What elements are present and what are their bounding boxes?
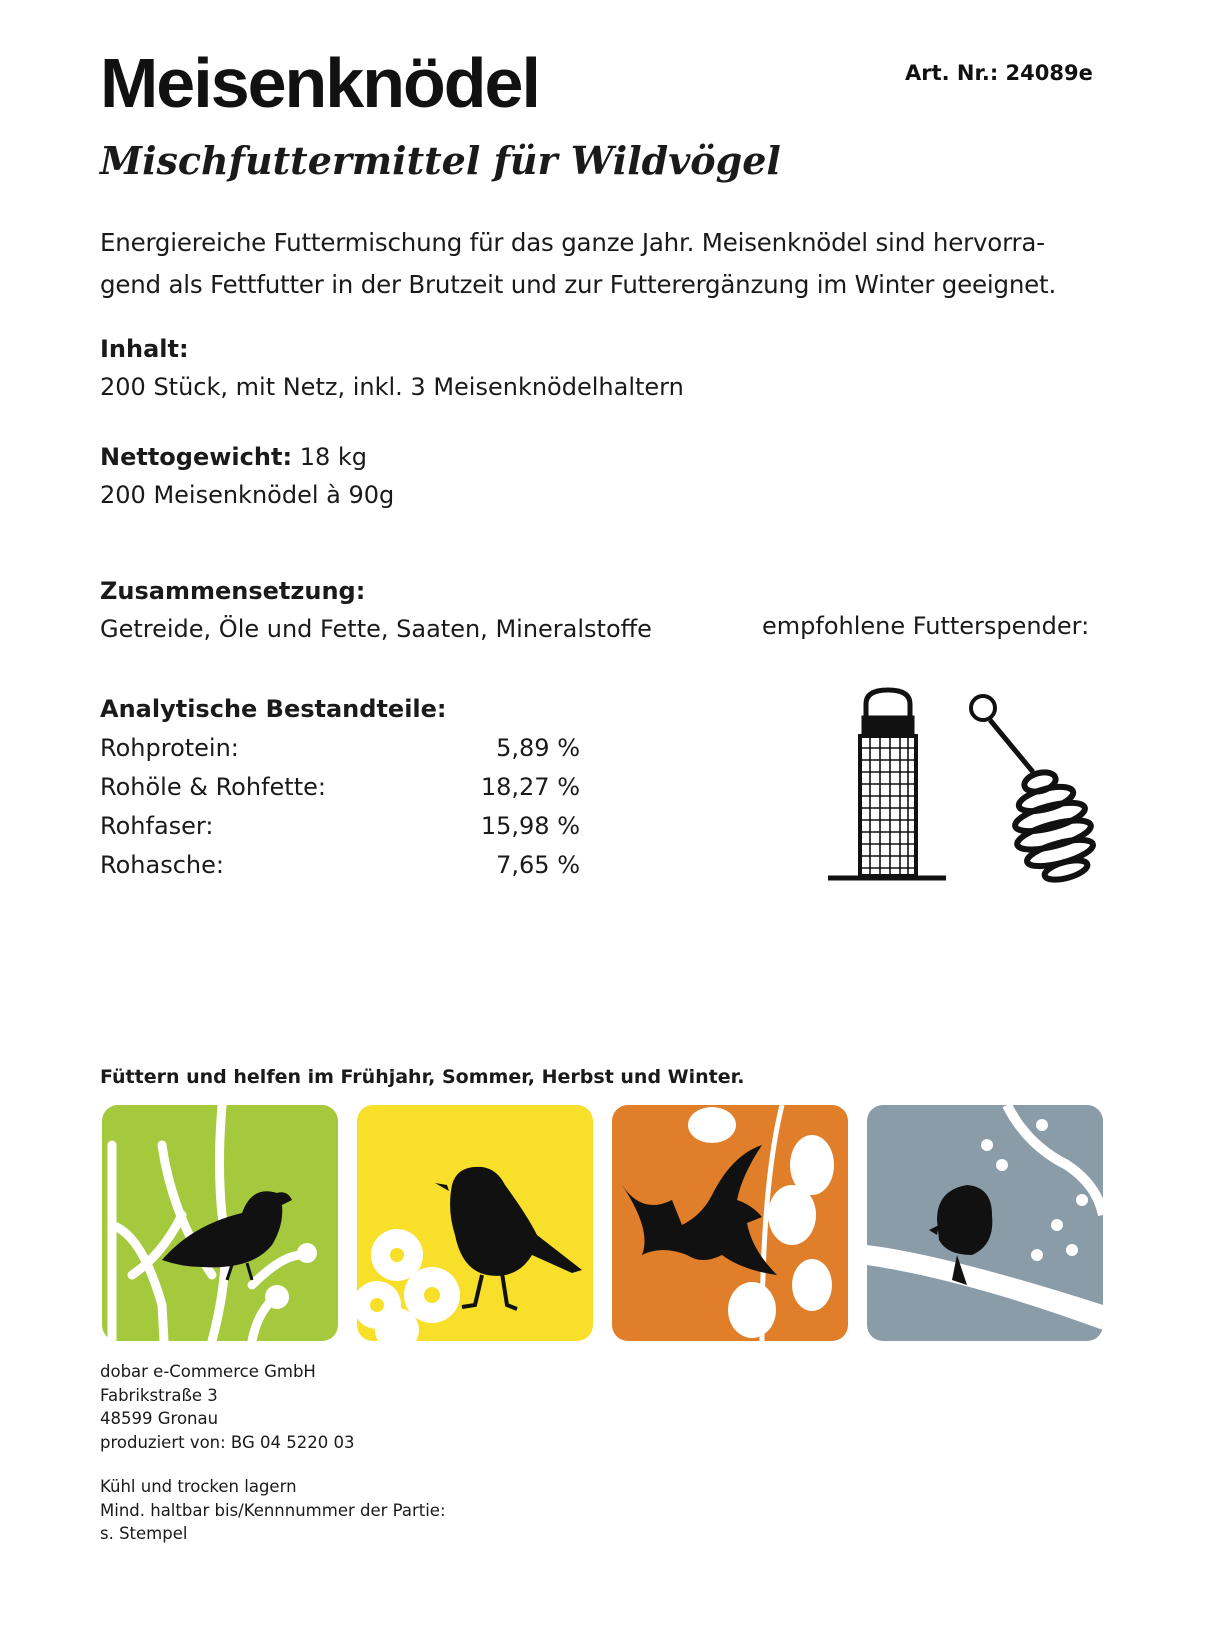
analysis-row (100, 728, 580, 767)
intro-line-1: Energiereiche Futtermischung für das ganze Jahr. Meisenknödel sind hervorra- (100, 228, 1045, 257)
seasons-tagline: Füttern und helfen im Frühjahr, Sommer, Herbst und Winter. (100, 1066, 745, 1088)
autumn-bird-icon (612, 1105, 848, 1341)
analysis-heading: Analytische Bestandteile: (100, 695, 447, 723)
analysis-section (100, 690, 580, 884)
analysis-label: Rohprotein: (100, 733, 239, 762)
composition-text: Getreide, Öle und Fette, Saaten, Mineralstoffe (100, 615, 652, 643)
analysis-label: Rohöle & Rohfette: (100, 772, 326, 801)
company-street: Fabrikstraße 3 (100, 1385, 218, 1405)
article-number: Art. Nr.: 24089e (905, 61, 1093, 85)
analysis-value: 18,27 % (480, 772, 580, 801)
storage-note: Kühl und trocken lagern (100, 1477, 297, 1496)
product-title: Meisenknödel (100, 44, 539, 122)
net-weight-line (100, 438, 394, 476)
summer-tile (357, 1105, 593, 1341)
intro-line-2: gend als Fettfutter in der Brutzeit und zur Futterergänzung im Winter geeignet. (100, 270, 1057, 299)
analysis-table (100, 728, 580, 884)
composition-section (100, 572, 652, 648)
analysis-value: 15,98 % (480, 811, 580, 840)
composition-heading: Zusammensetzung: (100, 577, 366, 605)
net-weight-value: 18 kg (299, 443, 367, 471)
spring-bird-icon (102, 1105, 338, 1341)
company-name: dobar e-Commerce GmbH (100, 1362, 316, 1381)
autumn-tile (612, 1105, 848, 1341)
analysis-row (100, 845, 580, 884)
feeder-illustration (828, 686, 1118, 896)
contents-heading: Inhalt: (100, 335, 189, 363)
analysis-value: 5,89 % (496, 733, 580, 762)
storage-block (100, 1475, 446, 1546)
intro-text (100, 222, 1100, 306)
winter-bird-icon (867, 1105, 1103, 1341)
company-city: 48599 Gronau (100, 1409, 219, 1428)
net-weight-section (100, 438, 394, 514)
contents-text: 200 Stück, mit Netz, inkl. 3 Meisenknödelhaltern (100, 373, 684, 401)
spiral-holder-icon (971, 696, 1095, 883)
winter-tile (867, 1105, 1103, 1341)
analysis-row (100, 767, 580, 806)
analysis-row (100, 806, 580, 845)
product-subtitle: Mischfuttermittel für Wildvögel (100, 138, 781, 183)
contents-section (100, 330, 684, 406)
net-weight-heading: Nettogewicht: (100, 443, 293, 471)
best-before-note: Mind. haltbar bis/Kennnummer der Partie: (100, 1500, 446, 1520)
spring-tile (102, 1105, 338, 1341)
summer-bird-icon (357, 1105, 593, 1341)
analysis-value: 7,65 % (496, 850, 580, 879)
analysis-label: Rohasche: (100, 850, 224, 879)
tube-feeder-icon (828, 690, 946, 878)
net-weight-detail: 200 Meisenknödel à 90g (100, 481, 395, 509)
stamp-note: s. Stempel (100, 1524, 188, 1543)
manufacturer-block (100, 1360, 354, 1454)
producer-code: produziert von: BG 04 5220 03 (100, 1432, 355, 1452)
analysis-label: Rohfaser: (100, 811, 214, 840)
recommended-label: empfohlene Futterspender: (762, 612, 1090, 640)
